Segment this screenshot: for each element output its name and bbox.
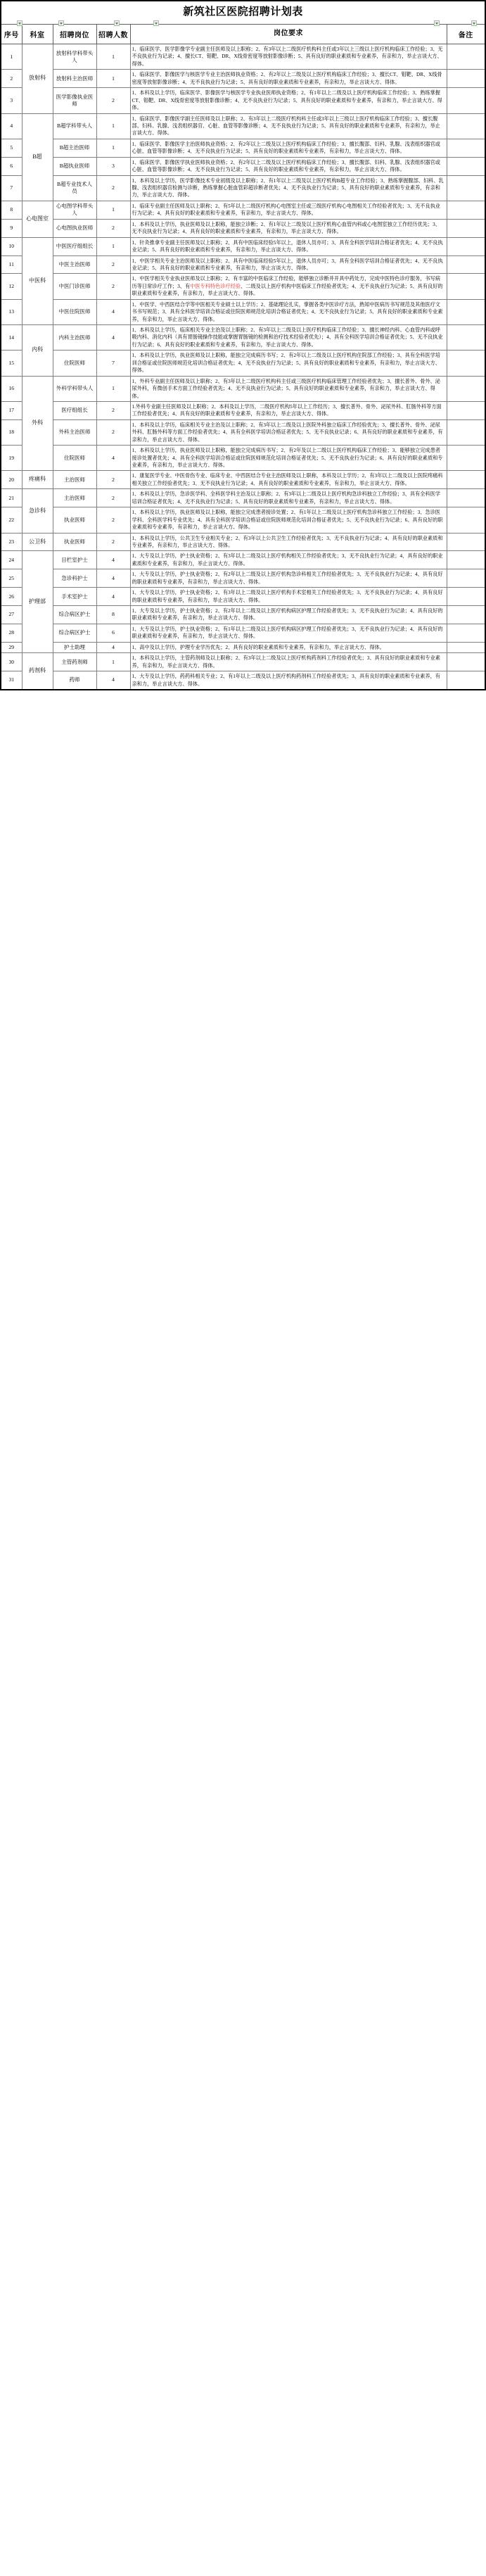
- cell-serial: 19: [1, 446, 22, 471]
- cell-requirements: 1、本科及以上学历，执业医师及以上职称，能独立完成病历书写；2、有2年及以上二级以上医疗机构临床工作经验；3、能够独立完成患者接诊处置者优先；4、具有全科医学培训合格证或住院医师规范化培训合格证者优先；5、无不良执业行为记录；6、具有良好的职业素质和专业素养，有亲和力，举止言谈大方、得体。: [130, 446, 447, 471]
- cell-note: [447, 237, 485, 255]
- cell-serial: 20: [1, 471, 22, 489]
- cell-serial: 1: [1, 44, 22, 70]
- title-band: [0, 0, 486, 24]
- table-row: [1, 606, 485, 624]
- cell-serial: 4: [1, 113, 22, 139]
- cell-post: 住院医师: [53, 351, 96, 376]
- cell-headcount: 2: [96, 489, 130, 507]
- highlighted-requirement-text: 中医专科特色诊疗经验: [190, 283, 241, 289]
- table-body: [1, 44, 485, 690]
- recruitment-plan-document: [0, 0, 486, 690]
- cell-requirements: [130, 274, 447, 299]
- table-row: [1, 274, 485, 299]
- table-row: [1, 255, 485, 274]
- cell-headcount: 4: [96, 569, 130, 588]
- cell-serial: 16: [1, 376, 22, 401]
- cell-note: [447, 44, 485, 70]
- cell-headcount: 2: [96, 274, 130, 299]
- cell-requirements: 1、大专及以上学历，药药科相关专业；2、有1年以上二级及以上医疗机构药剂科工作经验者优先；3、具有良好的职业素质和专业素养，有亲和力，举止言谈大方、得体。: [130, 671, 447, 690]
- table-row: [1, 551, 485, 569]
- cell-headcount: 2: [96, 507, 130, 533]
- table-row: [1, 569, 485, 588]
- cell-headcount: 7: [96, 351, 130, 376]
- cell-headcount: 4: [96, 588, 130, 606]
- cell-requirements: 1、本科及以上学历，临床医学、影像医学与核医学专业执业医师执业资格；2、有1年以上二级及以上医疗机构临床工作经验；3、熟练掌握CT、钼靶、DR、X线骨密度等放射影像诊断；4、无不良执业行为记录；5、具有良好的职业素质和专业素养，有亲和力，举止言谈大方、得体。: [130, 88, 447, 113]
- cell-serial: 26: [1, 588, 22, 606]
- cell-note: [447, 175, 485, 201]
- cell-post: 住院医师: [53, 446, 96, 471]
- table-row: [1, 401, 485, 419]
- cell-headcount: 8: [96, 606, 130, 624]
- table-row: [1, 376, 485, 401]
- cell-headcount: 1: [96, 376, 130, 401]
- table-row: [1, 419, 485, 445]
- page-title: 新筑社区医院招聘计划表: [183, 6, 303, 18]
- cell-requirements: 1、中医学相关专业主治医师及以上职称；2、具有中医临床经验5年以上，退休人员亦可；3、具有全科医学培训合格证者优先；4、无不良执业记录；5、具有良好的职业素质和专业素养，有亲和力，举止言谈大方、得体。: [130, 255, 447, 274]
- cell-headcount: 3: [96, 157, 130, 175]
- cell-note: [447, 606, 485, 624]
- cell-note: [447, 219, 485, 237]
- table-row: [1, 351, 485, 376]
- cell-note: [447, 139, 485, 157]
- cell-post: 目栏室护士: [53, 551, 96, 569]
- cell-department: B超: [22, 113, 53, 201]
- cell-note: [447, 533, 485, 551]
- cell-note: [447, 201, 485, 219]
- cell-post: 内科主治医师: [53, 325, 96, 351]
- cell-requirements: 1、本科及以上学历，执业医师及以上职称，能独立诊断；2、有1年以上二级及以上医疗机构心血管内科或心电图室独立工作经历优先；3、无不良执业行为记录；4、具有良好的职业素质和专业素养，有亲和力，举止言谈大方、得体。: [130, 219, 447, 237]
- cell-headcount: 1: [96, 113, 130, 139]
- cell-requirements: 1、本科及以上学历，急诊医学科、全科医学科主治及以上职称；2、有3年以上二级及以上医疗机构急诊科独立工作经验；3、具有全科医学培训合格证者优先；4、无不良执业行为记录；5、具有良好的职业素质和专业素养，有亲和力，举止言谈大方、得体。: [130, 489, 447, 507]
- cell-requirements: 1、临床医学、影像医学执业医师执业资格；2、有2年以上二级及以上医疗机构临床工作经验；3、擅长腹部、妇科、乳腺、浅表组织器官或心脏、血管等影像诊断；4、无不良执业行为记录；5、具有良好的职业素质和专业素养，有亲和力，举止言谈大方、得体。: [130, 157, 447, 175]
- cell-post: B超主治医师: [53, 139, 96, 157]
- cell-serial: 29: [1, 642, 22, 652]
- cell-requirements: 1、外科专业副主任医师及以上职称；2、有3年以上二级医疗机构科主任或三级医疗机构临床管理工作经验者优先；3、擅长普外、骨外、泌尿外科，有微创手术方面工作经验者优先；4、无不良执业行为记录；5、具有良好的职业素质和专业素养，有亲和力，举止言谈大方、得体。: [130, 376, 447, 401]
- cell-requirements: 1、大专及以上学历，护士执业资格；2、有3年以上二级及以上医疗机构手术室相关工作经验者优先；3、无不良执业行为记录；4、具有良好的职业素质和专业素养，有亲和力，举止言谈大方、得体。: [130, 588, 447, 606]
- cell-department: 放射科: [22, 44, 53, 114]
- cell-headcount: 2: [96, 88, 130, 113]
- cell-note: [447, 446, 485, 471]
- cell-headcount: 2: [96, 471, 130, 489]
- cell-note: [447, 401, 485, 419]
- cell-headcount: 1: [96, 201, 130, 219]
- cell-department: 药剂科: [22, 653, 53, 690]
- table-row: [1, 157, 485, 175]
- cell-requirements: 1、本科及以上学历，公共卫生专业相关专业；2、有3年以上公共卫生工作经验者优先；3、无不良执业行为记录；4、具有良好的职业素质和专业素养，有亲和力，举止言谈大方、得体。: [130, 533, 447, 551]
- cell-department: 疼痛科: [22, 471, 53, 489]
- cell-serial: 22: [1, 507, 22, 533]
- cell-note: [447, 376, 485, 401]
- cell-headcount: 1: [96, 44, 130, 70]
- table-row: [1, 237, 485, 255]
- cell-post: 执业医师: [53, 533, 96, 551]
- cell-serial: 11: [1, 255, 22, 274]
- cell-post: 中医主治医师: [53, 255, 96, 274]
- table-row: [1, 588, 485, 606]
- cell-requirements: 1、本科及以上学历，主管药剂师及以上职称；2、有3年以上二级及以上医疗机构药剂科工作经验者优先；3、具有良好的职业素质和专业素养，有亲和力，举止言谈大方、得体。: [130, 653, 447, 671]
- cell-serial: 24: [1, 551, 22, 569]
- cell-post: 心电图学科带头人: [53, 201, 96, 219]
- cell-post: 外科学科带头人: [53, 376, 96, 401]
- cell-headcount: 1: [96, 139, 130, 157]
- cell-headcount: 2: [96, 533, 130, 551]
- cell-note: [447, 507, 485, 533]
- cell-serial: 10: [1, 237, 22, 255]
- cell-headcount: 2: [96, 401, 130, 419]
- cell-post: 护士助理: [53, 642, 96, 652]
- cell-department: 护理部: [22, 551, 53, 653]
- cell-post: 放射科学科带头人: [53, 44, 96, 70]
- cell-serial: 30: [1, 653, 22, 671]
- table-row: [1, 653, 485, 671]
- cell-post: 放射科主治医师: [53, 70, 96, 88]
- table-row: [1, 507, 485, 533]
- cell-department: 公卫科: [22, 533, 53, 551]
- table-row: [1, 44, 485, 70]
- cell-post: B超学科带头人: [53, 113, 96, 139]
- column-header-requirements: 岗位要求: [130, 25, 447, 44]
- cell-requirements: 1、大专及以上学历，护士执业资格；2、有2年以上二级及以上医疗机构病区护理工作经验者优先；3、无不良执业行为记录；4、具有良好的职业素质和专业素养，有亲和力，举止言谈大方、得体。: [130, 606, 447, 624]
- cell-department: 急诊科: [22, 489, 53, 533]
- cell-note: [447, 274, 485, 299]
- table-row: [1, 201, 485, 219]
- recruitment-table: [0, 24, 486, 690]
- cell-serial: 3: [1, 88, 22, 113]
- cell-headcount: 1: [96, 653, 130, 671]
- cell-post: 医学影像执业医师: [53, 88, 96, 113]
- cell-note: [447, 471, 485, 489]
- table-row: [1, 471, 485, 489]
- cell-note: [447, 569, 485, 588]
- cell-requirements: 1、针灸推拿专业副主任医师及以上职称；2、具有中医临床经验5年以上，退休人员亦可；3、具有全科医学培训合格证者优先；4、无不良执业记录；5、具有良好的职业素质和专业素养，有亲和力，举止言谈大方、得体。: [130, 237, 447, 255]
- cell-requirements: 1、大专及以上学历，护士执业资格；2、有3年以上二级及以上医疗机构相关工作经验者优先；3、无不良执业行为记录；4、具有良好的职业素质和专业素养，有亲和力，举止言谈大方、得体。: [130, 551, 447, 569]
- header-row: [1, 25, 485, 44]
- cell-serial: 7: [1, 175, 22, 201]
- cell-note: [447, 419, 485, 445]
- table-row: [1, 113, 485, 139]
- cell-department: 心电图室: [22, 201, 53, 237]
- cell-post: 综合病区护士: [53, 606, 96, 624]
- table-row: [1, 489, 485, 507]
- column-header-post: 招聘岗位: [53, 25, 96, 44]
- cell-serial: 28: [1, 624, 22, 642]
- cell-requirements: 1、大专及以上学历，护士执业资格；2、有1年以上二级及以上医疗机构病区护理工作经验者优先；3、无不良执业行为记录；4、具有良好的职业素质和专业素养，有亲和力，举止言谈大方、得体。: [130, 624, 447, 642]
- cell-post: 心电图执业医师: [53, 219, 96, 237]
- cell-serial: 9: [1, 219, 22, 237]
- cell-note: [447, 113, 485, 139]
- cell-note: [447, 299, 485, 324]
- cell-requirements: 1、高中及以上学历，护理专业学历优先；2、具有良好的职业素质和专业素养，有亲和力，举止言谈大方、得体。: [130, 642, 447, 652]
- cell-serial: 14: [1, 325, 22, 351]
- cell-serial: 21: [1, 489, 22, 507]
- cell-requirements: 1、本科及以上学历，临床相关专业主治及以上职称；2、有3年以上二级及以上医院外科独立临床工作经验优先；3、擅长普外、骨外、泌尿外科、肛肠外科等方面工作经验者优先；4、具有全科医学培训合格证者优先；5、无不良执业记录；6、具有良好的职业素质和专业素养，有亲和力，举止言谈大方、得体。: [130, 419, 447, 445]
- table-row: [1, 642, 485, 652]
- cell-serial: 15: [1, 351, 22, 376]
- cell-department: 外科: [22, 376, 53, 471]
- cell-requirements: 1.外科专业副主任医师及以上职称；2、本科及以上学历，二级医疗机构5年以上工作经历；3、擅长普外、骨外、泌尿外科、肛肠外科等方面工作经验者优先；4、具有良好的职业素质和专业素养，有亲和力，举止言谈大方、得体。: [130, 401, 447, 419]
- cell-note: [447, 671, 485, 690]
- cell-requirements: 1、临床医学、影像医学副主任医师及以上职称；2、有3年以上二级医疗机构科主任或3年以上三级以上医疗机构临床工作经验；3、擅长腹部、妇科、乳腺、浅表组织器官、心脏、血管等影像诊断；4、无不良执业行为记录；5、具有良好的职业素质和专业素养，有亲和力，举止言谈大方、得体。: [130, 113, 447, 139]
- cell-headcount: 6: [96, 624, 130, 642]
- cell-headcount: 2: [96, 255, 130, 274]
- cell-headcount: 4: [96, 446, 130, 471]
- cell-department: 内科: [22, 325, 53, 377]
- cell-post: 执业医师: [53, 507, 96, 533]
- cell-requirements: 1、临床医学、医学影像学专业副主任医师及以上职称；2、有3年以上二级医疗机构科主任或3年以上三级以上医疗机构临床工作经验；3、无不良执业行为记录；4、擅长CT、钼靶、DR、X线骨密度等放射影像诊断；5、具有良好的职业素质和专业素养，有亲和力，举止言谈大方、得体。: [130, 44, 447, 70]
- cell-serial: 5: [1, 139, 22, 157]
- cell-note: [447, 351, 485, 376]
- cell-headcount: 4: [96, 671, 130, 690]
- cell-note: [447, 157, 485, 175]
- cell-requirements: 1、本科及以上学历，临床相关专业主治及以上职称；2、有3年以上二级及以上医疗机构临床工作经验；3、擅长神经内科、心血管内科或呼吸内科、消化内科（具有胃肠镜操作技能或掌握胃肠镜的检测和治疗技术经验者优先）；4、具有全科医学培训合格证者优先；5、无不良执业行为记录；6、具有良好的职业素质和专业素养，有亲和力，举止言谈大方、得体。: [130, 325, 447, 351]
- cell-note: [447, 88, 485, 113]
- table-row: [1, 624, 485, 642]
- cell-note: [447, 642, 485, 652]
- cell-post: 手术室护士: [53, 588, 96, 606]
- cell-serial: 27: [1, 606, 22, 624]
- cell-serial: 25: [1, 569, 22, 588]
- column-header-dept: 科室: [22, 25, 53, 44]
- cell-post: 主治医师: [53, 489, 96, 507]
- cell-department: 中医科: [22, 237, 53, 324]
- cell-serial: 13: [1, 299, 22, 324]
- cell-serial: 18: [1, 419, 22, 445]
- table-row: [1, 533, 485, 551]
- cell-note: [447, 70, 485, 88]
- cell-post: 中医住院医师: [53, 299, 96, 324]
- cell-serial: 8: [1, 201, 22, 219]
- table-row: [1, 299, 485, 324]
- cell-note: [447, 551, 485, 569]
- requirement-text: 1、中医学相关专业执业医师及以上职称；2、有丰富的中医临床工作经验，能够独立诊断并开具中药处方，完成中医特色诊疗服务，书写病历等日常诊疗工作；3、有: [132, 276, 440, 289]
- cell-note: [447, 325, 485, 351]
- cell-note: [447, 588, 485, 606]
- column-header-headcount: 招聘人数: [96, 25, 130, 44]
- cell-post: B超专业技术人员: [53, 175, 96, 201]
- requirement-text: 、二级及以上医疗机构中医临床工作经验者优先；4、无不良执业行为记录；5、具有良好的职业素质和专业素养，有亲和力，举止言谈大方、得体。: [132, 283, 443, 297]
- cell-serial: 12: [1, 274, 22, 299]
- table-row: [1, 325, 485, 351]
- cell-serial: 31: [1, 671, 22, 690]
- cell-headcount: 2: [96, 219, 130, 237]
- cell-headcount: 4: [96, 325, 130, 351]
- cell-requirements: 1、本科及以上学历，执业医师及以上职称，能独立完成患者接诊处置；2、有1年以上二级及以上医疗机构急诊科独立工作经验；3、急诊医学科、全科医学科专业优先；4、具有全科医学培训合格证或住院医师规范化培训合格证者优先；5、无不良执业行为记录；6、具有良好的职业素质和专业素养，有亲和力，举止言谈大方、得体。: [130, 507, 447, 533]
- column-header-serial: 序号: [1, 25, 22, 44]
- cell-requirements: 1、本科及以上学历，执业医师及以上职称，能独立完成病历书写；2、有2年以上二级及以上医疗机构住院部工作经验；3、具有全科医学培训合格证或住院医师规范化培训合格证者优先；4、无不良执业行为记录；5、具有良好的职业素质和专业素养，有亲和力，举止言谈大方、得体。: [130, 351, 447, 376]
- cell-post: 综合病区护士: [53, 624, 96, 642]
- cell-post: 急诊科护士: [53, 569, 96, 588]
- cell-headcount: 1: [96, 237, 130, 255]
- cell-requirements: 1、临床专业副主任医师及以上职称；2、有5年以上二级医疗机构心电图室主任或三级医疗机构心电图相关工作经验者优先；3、无不良执业行为记录；4、具有良好的职业素质和专业素养，有亲和力，举止言谈大方、得体。: [130, 201, 447, 219]
- cell-post: 药师: [53, 671, 96, 690]
- table-row: [1, 88, 485, 113]
- cell-requirements: 1、临床医学、影像医学主治医师执业资格；2、有2年以上二级及以上医疗机构临床工作经验；3、擅长腹部、妇科、乳腺、浅表组织器官或心脏、血管等影像诊断；4、无不良执业行为记录；5、具有良好的职业素质和专业素养，有亲和力，举止言谈大方、得体。: [130, 139, 447, 157]
- cell-headcount: 4: [96, 551, 130, 569]
- cell-post: 主管药剂师: [53, 653, 96, 671]
- table-header: [1, 25, 485, 44]
- table-row: [1, 671, 485, 690]
- cell-serial: 23: [1, 533, 22, 551]
- cell-post: 医疗组组长: [53, 401, 96, 419]
- cell-requirements: 1、本科及以上学历，医学影像技术专业初级及以上职称；2、有1年以上二级及以上医疗机构B超专业工作经验；3、熟练掌握腹部、妇科、乳腺、浅表组织器官检测与诊断，熟练掌握心脏血管彩超诊断者优先；4、无不良执业行为记录；5、具有良好的职业素质和专业素养，有亲和力，举止言谈大方、得体。: [130, 175, 447, 201]
- cell-requirements: 1、临床医学、影像医学与核医学专业主治医师执业资格；2、有2年以上二级及以上医疗机构临床工作经验；3、擅长CT、钼靶、DR、X线骨密度等放射影像诊断；4、无不良执业行为记录；5、具有良好的职业素质和专业素养，有亲和力，举止言谈大方、得体。: [130, 70, 447, 88]
- cell-headcount: 4: [96, 642, 130, 652]
- cell-headcount: 1: [96, 70, 130, 88]
- cell-note: [447, 489, 485, 507]
- cell-requirements: 1、中医学、中西医结合学等中医相关专业硕士以上学历；2、基础理论扎实，掌握各类中医诊疗方法，熟知中医病历书写规范及其他医疗文书书写规范；3、具有全科医学培训合格证或住院医师规范化培训合格证者优先；4、无不良执业行为记录；5、具有良好的职业素质和专业素养，有亲和力，举止言谈大方、得体。: [130, 299, 447, 324]
- cell-headcount: 2: [96, 419, 130, 445]
- cell-post: 中医门诊医师: [53, 274, 96, 299]
- cell-serial: 17: [1, 401, 22, 419]
- cell-note: [447, 653, 485, 671]
- column-header-note: 备注: [447, 25, 485, 44]
- table-row: [1, 219, 485, 237]
- table-row: [1, 139, 485, 157]
- cell-post: B超执业医师: [53, 157, 96, 175]
- cell-serial: 6: [1, 157, 22, 175]
- cell-note: [447, 624, 485, 642]
- table-row: [1, 446, 485, 471]
- cell-headcount: 2: [96, 175, 130, 201]
- cell-post: 外科主治医师: [53, 419, 96, 445]
- cell-requirements: 1、康复医学专业、中医骨伤专业、临床专业、中西医结合专业主治医师及以上职称，本科及以上学历；2、有3年以上二级及以上医院疼痛科相关独立工作经验者优先；3、无不良执业行为记录；4、具有良好的职业素质和专业素养，有亲和力，举止言谈大方、得体。: [130, 471, 447, 489]
- cell-note: [447, 255, 485, 274]
- cell-requirements: 1、大专及以上学历，护士执业资格；2、有2年以上二级及以上医疗机构急诊科相关工作经验者优先；3、无不良执业行为记录；4、具有良好的职业素质和专业素养，有亲和力，举止言谈大方、得体。: [130, 569, 447, 588]
- cell-serial: 2: [1, 70, 22, 88]
- cell-post: 主治医师: [53, 471, 96, 489]
- cell-headcount: 4: [96, 299, 130, 324]
- cell-post: 中医医疗组组长: [53, 237, 96, 255]
- table-row: [1, 175, 485, 201]
- table-row: [1, 70, 485, 88]
